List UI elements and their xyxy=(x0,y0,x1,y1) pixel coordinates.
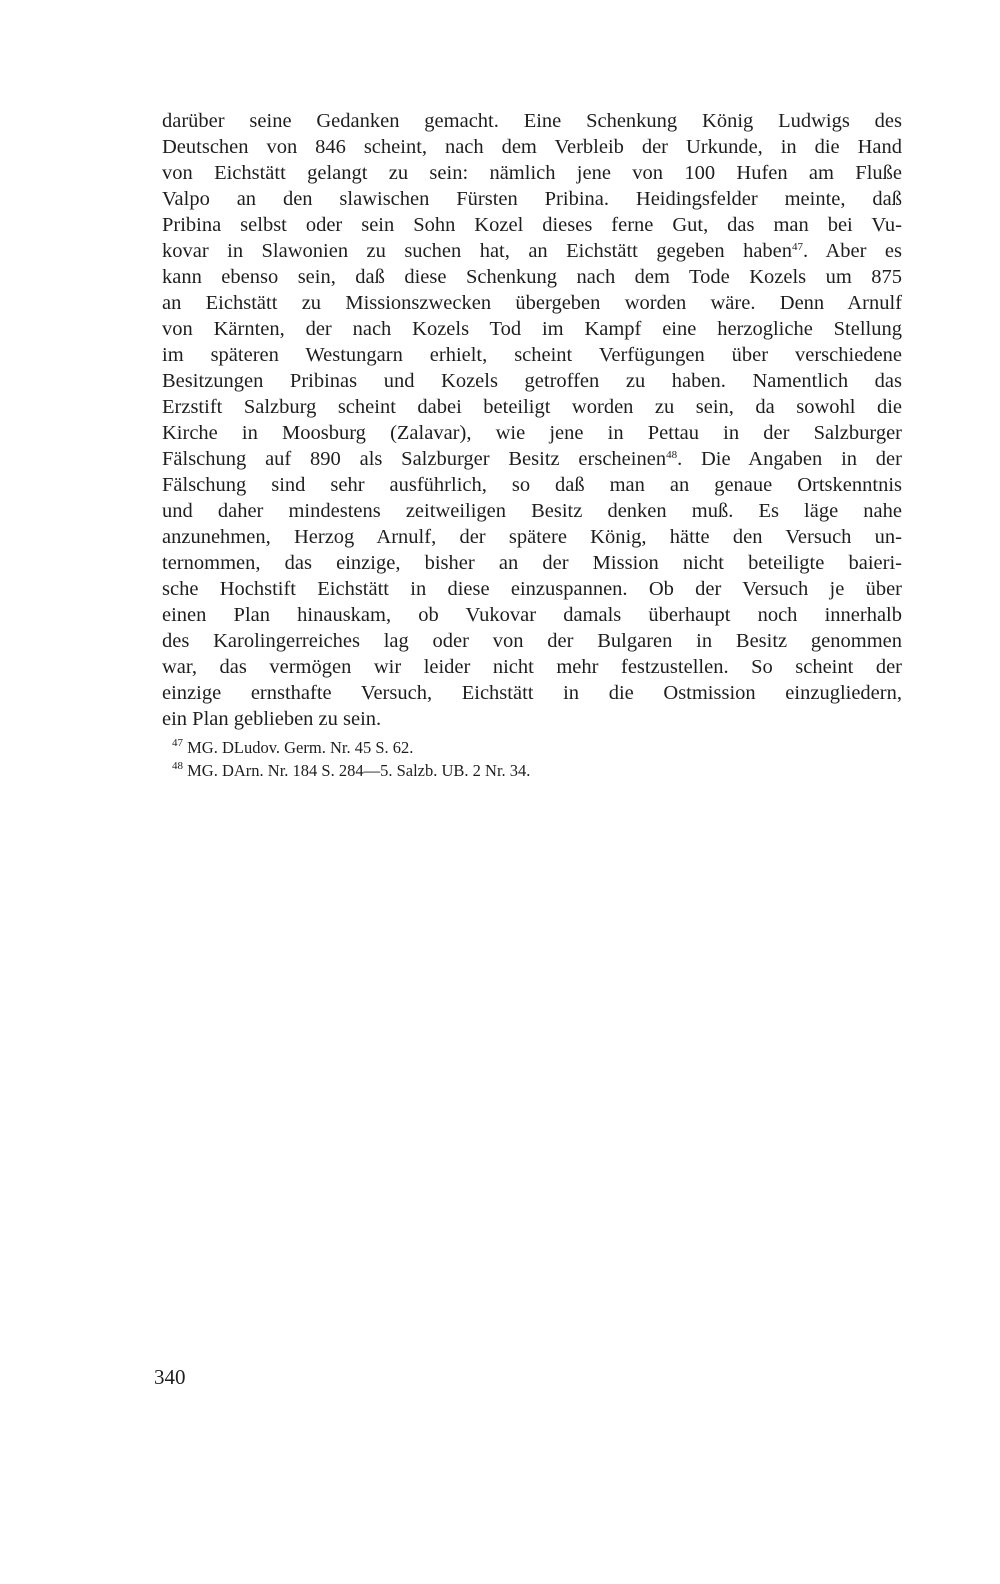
text-line xyxy=(162,290,902,316)
line-text: Pribina selbst oder sein Sohn Kozel dieses ferne Gut, das man bei Vu- xyxy=(162,214,902,236)
page-number: 340 xyxy=(154,1365,186,1389)
footnote-text: MG. DArn. Nr. 184 S. 284—5. Salzb. UB. 2 Nr. 34. xyxy=(187,761,531,780)
line-text: im späteren Westungarn erhielt, scheint Verfügungen über verschiedene xyxy=(162,344,902,366)
line-text: an Eichstätt zu Missionszwecken übergeben worden wäre. Denn Arnulf xyxy=(162,292,902,314)
line-text: anzunehmen, Herzog Arnulf, der spätere König, hätte den Versuch un- xyxy=(162,526,902,548)
line-text: Fälschung sind sehr ausführlich, so daß man an genaue Ortskenntnis xyxy=(162,474,902,496)
text-line xyxy=(162,342,902,368)
footnote-48 xyxy=(162,759,902,782)
line-text: kovar in Slawonien zu suchen hat, an Eichstätt gegeben haben xyxy=(162,240,793,262)
line-text: kann ebenso sein, daß diese Schenkung nach dem Tode Kozels um 875 xyxy=(162,266,902,288)
footnote-number: 47 xyxy=(172,737,183,749)
text-line xyxy=(162,134,902,160)
line-text: war, das vermögen wir leider nicht mehr festzustellen. So scheint der xyxy=(162,656,902,678)
line-text: und daher mindestens zeitweiligen Besitz denken muß. Es läge nahe xyxy=(162,500,902,522)
line-text-continued: . Die Angaben in der xyxy=(677,448,902,470)
text-line xyxy=(162,628,902,654)
line-text: einzige ernsthafte Versuch, Eichstätt in die Ostmission einzugliedern, xyxy=(162,682,902,704)
text-line xyxy=(162,394,902,420)
text-line xyxy=(162,550,902,576)
footnotes-block xyxy=(162,736,902,782)
line-text: sche Hochstift Eichstätt in diese einzuspannen. Ob der Versuch je über xyxy=(162,578,902,600)
text-line xyxy=(162,602,902,628)
footnote-marker: 47 xyxy=(792,241,804,253)
text-line xyxy=(162,212,902,238)
text-line xyxy=(162,446,902,472)
line-text: Deutschen von 846 scheint, nach dem Verbleib der Urkunde, in die Hand xyxy=(162,136,902,158)
line-text: des Karolingerreiches lag oder von der Bulgaren in Besitz genommen xyxy=(162,630,902,652)
footnote-number: 48 xyxy=(172,760,183,772)
line-text: von Kärnten, der nach Kozels Tod im Kampf eine herzogliche Stellung xyxy=(162,318,902,340)
text-line xyxy=(162,160,902,186)
footnote-marker: 48 xyxy=(666,449,678,461)
text-line xyxy=(162,654,902,680)
footnote-47 xyxy=(162,736,902,759)
text-line xyxy=(162,368,902,394)
text-line xyxy=(162,680,902,706)
text-line xyxy=(162,316,902,342)
text-line xyxy=(162,706,902,732)
line-text: Besitzungen Pribinas und Kozels getroffen zu haben. Namentlich das xyxy=(162,370,902,392)
text-line xyxy=(162,186,902,212)
line-text: Valpo an den slawischen Fürsten Pribina. Heidingsfelder meinte, daß xyxy=(162,188,902,210)
line-text: ternommen, das einzige, bisher an der Mission nicht beteiligte baieri- xyxy=(162,552,902,574)
line-text: einen Plan hinauskam, ob Vukovar damals überhaupt noch innerhalb xyxy=(162,604,902,626)
main-text-block xyxy=(162,108,902,732)
line-text-continued: . Aber es xyxy=(803,240,902,262)
line-text: Erzstift Salzburg scheint dabei beteiligt worden zu sein, da sowohl die xyxy=(162,396,902,418)
line-text: Kirche in Moosburg (Zalavar), wie jene in Pettau in der Salzburger xyxy=(162,422,902,444)
text-line xyxy=(162,472,902,498)
line-text: Fälschung auf 890 als Salzburger Besitz erscheinen xyxy=(162,448,667,470)
text-line xyxy=(162,420,902,446)
line-text: ein Plan geblieben zu sein. xyxy=(162,708,382,730)
text-line xyxy=(162,264,902,290)
text-line xyxy=(162,238,902,264)
line-text: darüber seine Gedanken gemacht. Eine Schenkung König Ludwigs des xyxy=(162,110,902,132)
footnote-text: MG. DLudov. Germ. Nr. 45 S. 62. xyxy=(187,738,414,757)
line-text: von Eichstätt gelangt zu sein: nämlich jene von 100 Hufen am Fluße xyxy=(162,162,902,184)
text-line xyxy=(162,108,902,134)
text-line xyxy=(162,524,902,550)
text-line xyxy=(162,576,902,602)
text-line xyxy=(162,498,902,524)
